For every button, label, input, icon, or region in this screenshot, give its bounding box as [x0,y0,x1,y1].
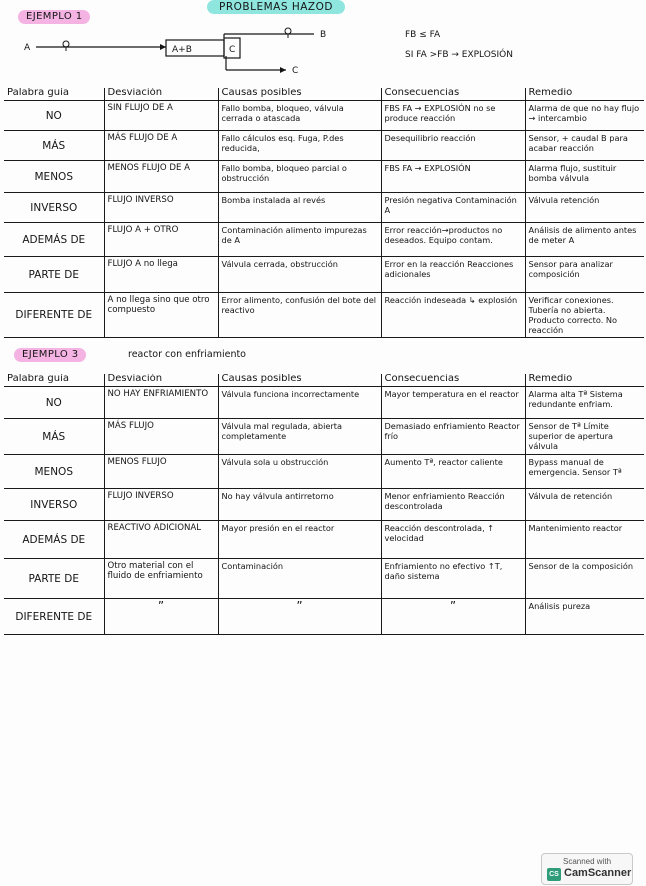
keyword-cell: ADEMÁS DE [4,223,104,257]
cause-cell: Válvula funciona incorrectamente [218,387,381,419]
hazop-table-1 [4,88,644,338]
keyword-cell: INVERSO [4,193,104,223]
remedy-cell: Mantenimiento reactor [525,521,644,559]
stream-c-label: C [292,66,299,76]
cause-cell: No hay válvula antirretorno [218,489,381,521]
header-consequences: Consecuencias [381,88,525,101]
table-row [4,559,644,599]
cause-cell: Fallo bomba, bloqueo parcial o obstrucción [218,161,381,193]
header-keyword: Palabra guía [4,88,104,101]
consequence-cell: Aumento Tª, reactor caliente [381,455,525,489]
consequence-cell: Error en la reacción Reacciones adicionales [381,257,525,293]
keyword-cell: MÁS [4,131,104,161]
process-diagram [0,0,646,90]
consequence-cell: Reacción descontrolada, ↑ velocidad [381,521,525,559]
deviation-cell: FLUJO INVERSO [104,489,218,521]
deviation-cell: REACTIVO ADICIONAL [104,521,218,559]
deviation-cell: MENOS FLUJO [104,455,218,489]
table-row [4,293,644,338]
header-deviation: Desviación [104,374,218,387]
deviation-cell: FLUJO INVERSO [104,193,218,223]
keyword-cell: PARTE DE [4,257,104,293]
remedy-cell: Alarma alta Tª Sistema redundante enfriam. [525,387,644,419]
table-row [4,489,644,521]
consequence-cell: Reacción indeseada ↳ explosión [381,293,525,338]
watermark-brand: CamScanner [564,867,632,879]
deviation-cell: MÁS FLUJO [104,419,218,455]
remedy-cell: Sensor, + caudal B para acabar reacción [525,131,644,161]
header-consequences: Consecuencias [381,374,525,387]
header-causes: Causas posibles [218,374,381,387]
table-row [4,387,644,419]
ejemplo-3-subtitle: reactor con enfriamiento [128,349,246,360]
keyword-cell: MENOS [4,455,104,489]
note-explosion: SI FA >FB → EXPLOSIÓN [405,50,513,60]
deviation-cell: ” [104,599,218,635]
consequence-cell: Error reacción→productos no deseados. Equipo contam. [381,223,525,257]
consequence-cell: Menor enfriamiento Reacción descontrolada [381,489,525,521]
keyword-cell: MÁS [4,419,104,455]
camscanner-logo-icon: CS [547,868,561,881]
table-row [4,419,644,455]
remedy-cell: Verificar conexiones. Tubería no abierta. Producto correcto. No reacción [525,293,644,338]
table-row [4,131,644,161]
table-row [4,257,644,293]
consequence-cell: Presión negativa Contaminación A [381,193,525,223]
remedy-cell: Sensor de Tª Límite superior de apertura válvula [525,419,644,455]
consequence-cell: Mayor temperatura en el reactor [381,387,525,419]
table-row [4,193,644,223]
hazop-table-3 [4,374,644,635]
deviation-cell: MÁS FLUJO DE A [104,131,218,161]
deviation-cell: A no llega sino que otro compuesto [104,293,218,338]
consequence-cell: Desequilibrio reacción [381,131,525,161]
consequence-cell: ” [381,599,525,635]
remedy-cell: Sensor de la composición [525,559,644,599]
keyword-cell: NO [4,101,104,131]
mixer-label: A+B [172,45,192,55]
page-title: PROBLEMAS HAZOD [207,0,345,14]
deviation-cell: MENOS FLUJO DE A [104,161,218,193]
consequence-cell: Demasiado enfriamiento Reactor frío [381,419,525,455]
remedy-cell: Sensor para analizar composición [525,257,644,293]
header-remedy: Remedio [525,374,644,387]
cause-cell: Válvula sola u obstrucción [218,455,381,489]
reactor-label: C [229,45,236,55]
cause-cell: Fallo cálculos esq. Fuga, P.des reducida, [218,131,381,161]
remedy-cell: Alarma flujo, sustituir bomba válvula [525,161,644,193]
watermark-caption: Scanned with [562,857,612,866]
keyword-cell: INVERSO [4,489,104,521]
remedy-cell: Alarma de que no hay flujo → intercambio [525,101,644,131]
consequence-cell: Enfriamiento no efectivo ↑T, daño sistema [381,559,525,599]
deviation-cell: Otro material con el fluido de enfriamiento [104,559,218,599]
deviation-cell: FLUJO A + OTRO [104,223,218,257]
keyword-cell: DIFERENTE DE [4,293,104,338]
table-row [4,223,644,257]
remedy-cell: Análisis pureza [525,599,644,635]
table-row [4,599,644,635]
consequence-cell: FBS FA → EXPLOSIÓN no se produce reacción [381,101,525,131]
cause-cell: Contaminación [218,559,381,599]
remedy-cell: Válvula de retención [525,489,644,521]
valve-b-icon [285,28,291,34]
table-row [4,161,644,193]
keyword-cell: DIFERENTE DE [4,599,104,635]
deviation-cell: SIN FLUJO DE A [104,101,218,131]
cause-cell: Mayor presión en el reactor [218,521,381,559]
table-row [4,455,644,489]
cause-cell: ” [218,599,381,635]
header-keyword: Palabra guía [4,374,104,387]
header-causes: Causas posibles [218,88,381,101]
cause-cell: Válvula cerrada, obstrucción [218,257,381,293]
header-deviation: Desviación [104,88,218,101]
ejemplo-1-tag: EJEMPLO 1 [18,10,90,24]
scanner-watermark [541,853,633,885]
cause-cell: Bomba instalada al revés [218,193,381,223]
keyword-cell: MENOS [4,161,104,193]
keyword-cell: PARTE DE [4,559,104,599]
cause-cell: Fallo bomba, bloqueo, válvula cerrada o atascada [218,101,381,131]
consequence-cell: FBS FA → EXPLOSIÓN [381,161,525,193]
valve-a-icon [63,41,69,47]
remedy-cell: Válvula retención [525,193,644,223]
keyword-cell: NO [4,387,104,419]
ejemplo-3-tag: EJEMPLO 3 [14,348,86,362]
header-remedy: Remedio [525,88,644,101]
deviation-cell: NO HAY ENFRIAMIENTO [104,387,218,419]
table-row [4,521,644,559]
keyword-cell: ADEMÁS DE [4,521,104,559]
remedy-cell: Bypass manual de emergencia. Sensor Tª [525,455,644,489]
cause-cell: Error alimento, confusión del bote del reactivo [218,293,381,338]
stream-a-label: A [24,43,31,53]
cause-cell: Contaminación alimento impurezas de A [218,223,381,257]
deviation-cell: FLUJO A no llega [104,257,218,293]
stream-b-label: B [320,30,327,40]
note-fb-fa: FB ≤ FA [405,30,441,40]
remedy-cell: Análisis de alimento antes de meter A [525,223,644,257]
cause-cell: Válvula mal regulada, abierta completamente [218,419,381,455]
table-row [4,101,644,131]
